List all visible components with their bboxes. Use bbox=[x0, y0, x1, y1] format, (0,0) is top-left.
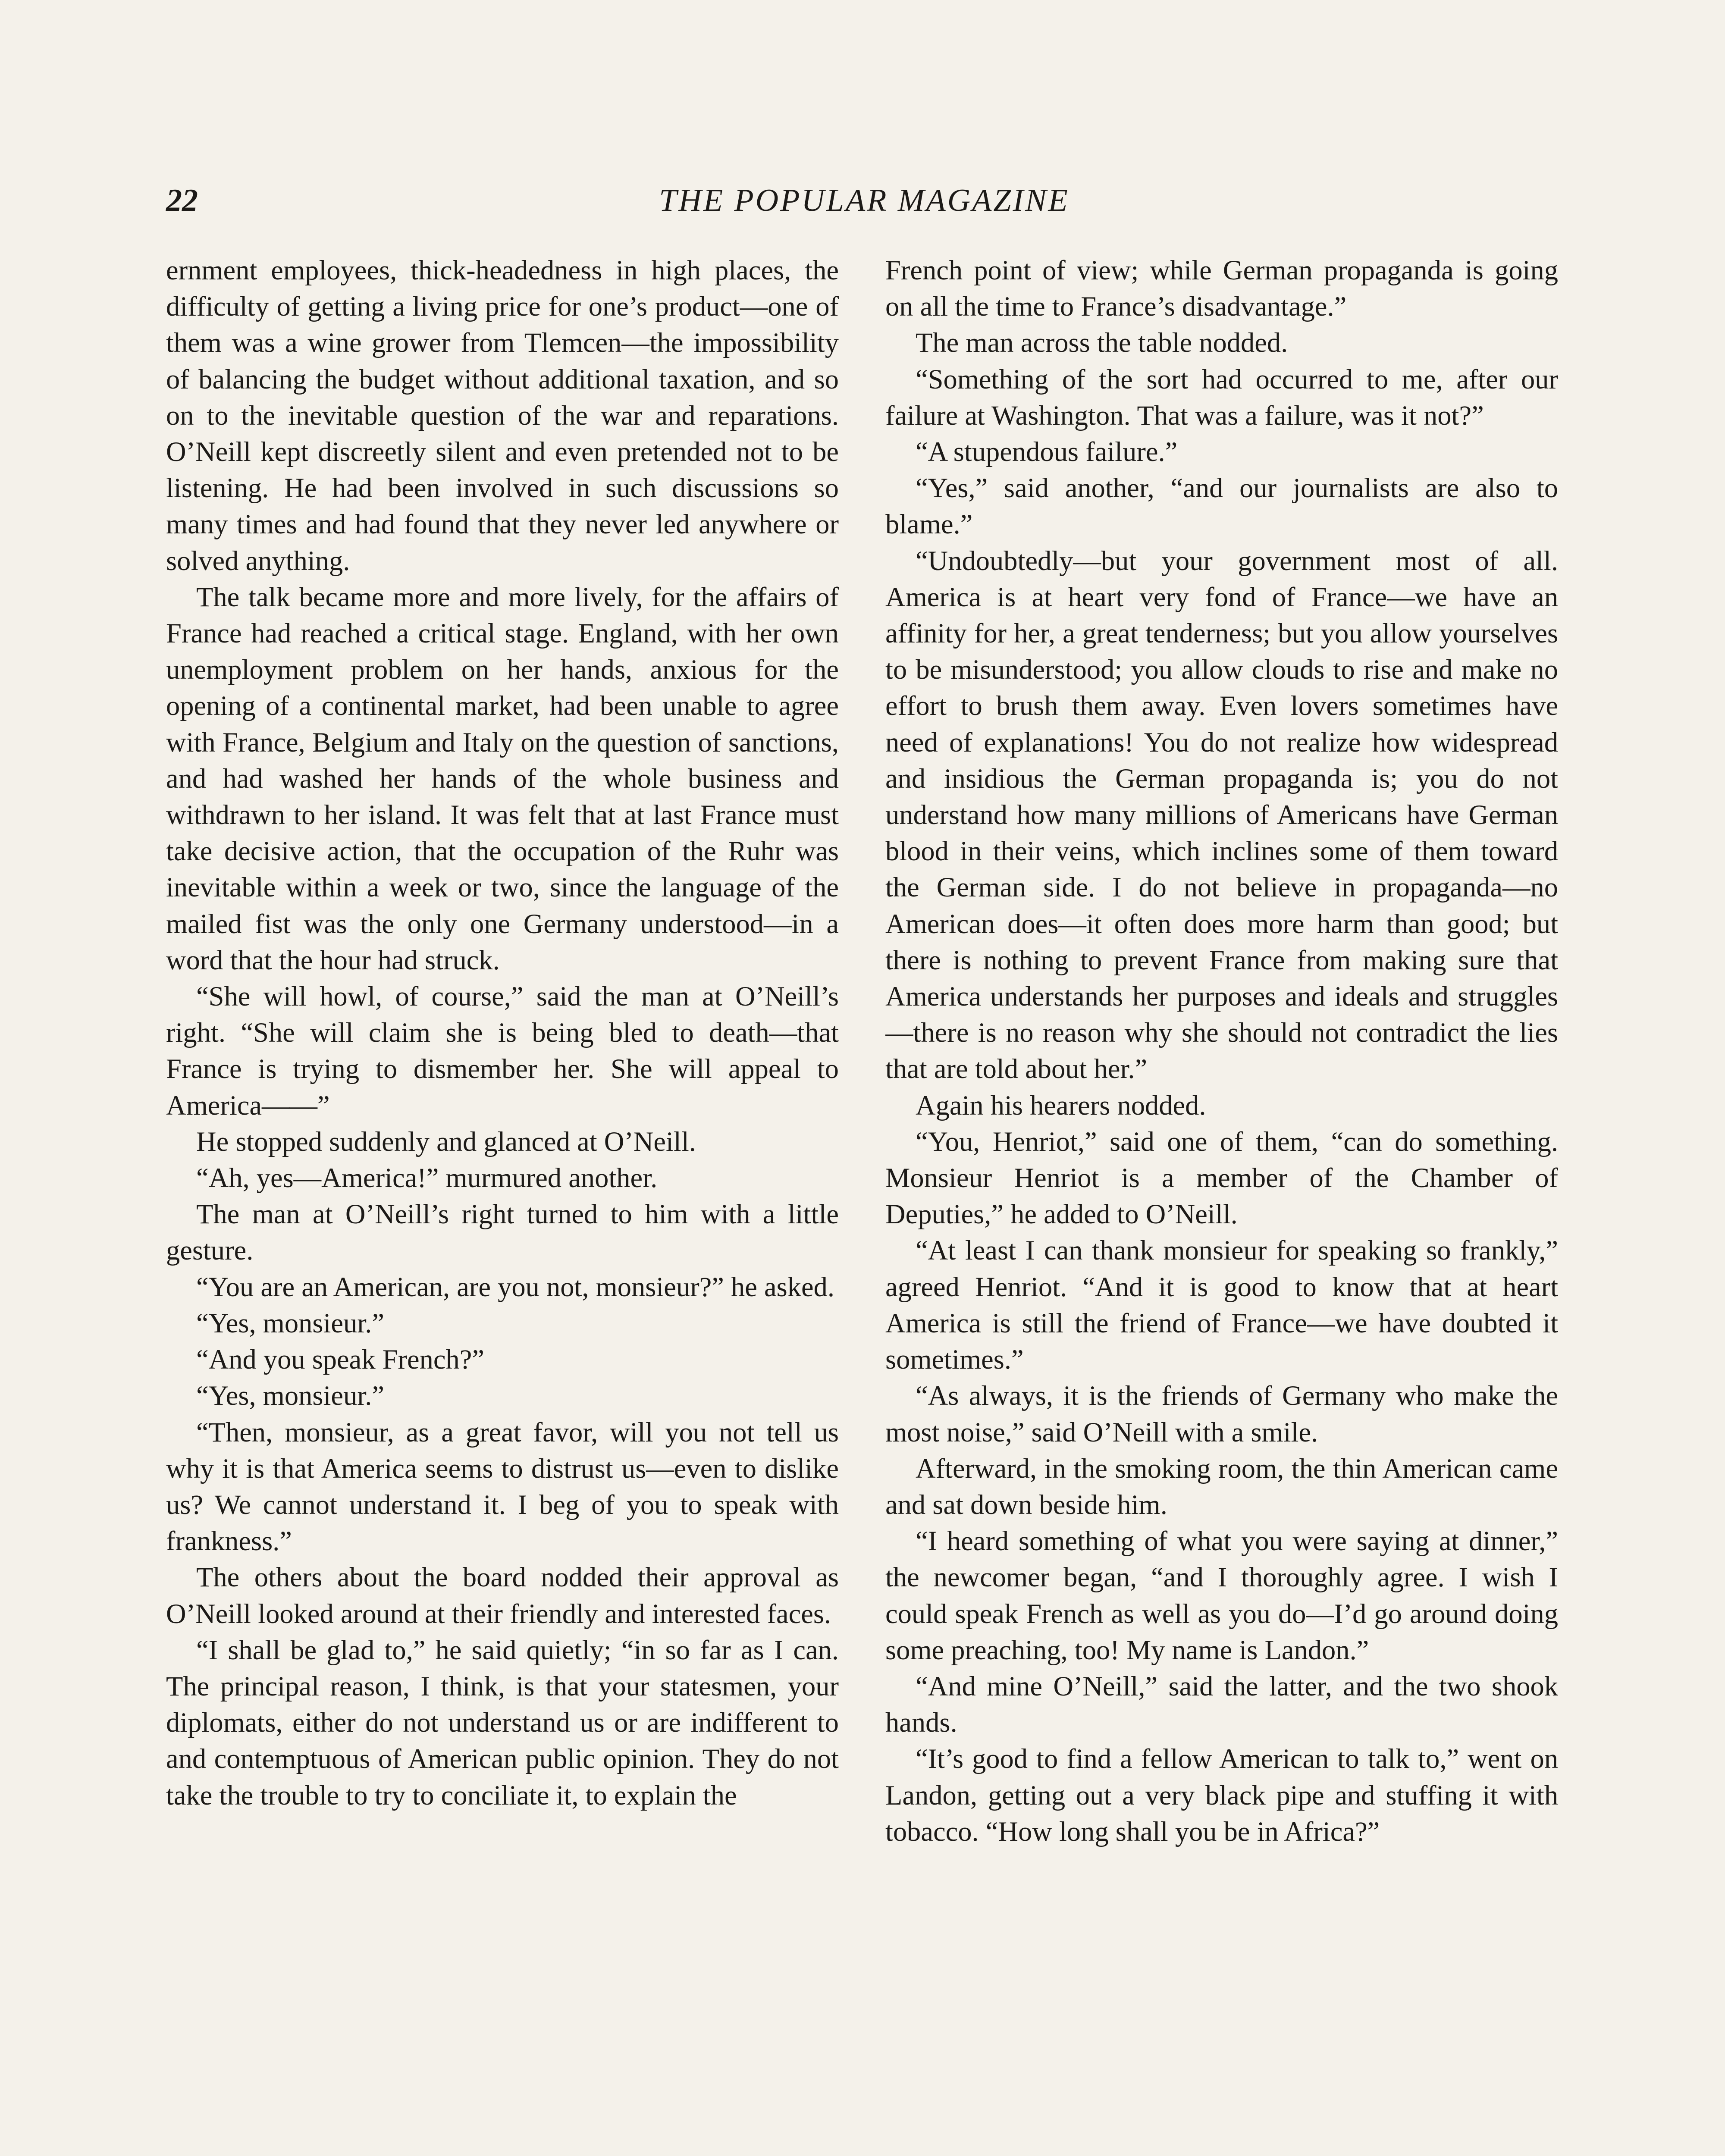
paragraph: “Yes,” said another, “and our journalists are also to blame.” bbox=[885, 473, 1558, 540]
running-head: THE POPULAR MAGAZINE bbox=[659, 183, 1070, 218]
paragraph: “Something of the sort had occurred to me, after our failure at Washington. That was a failure, was it not?” bbox=[885, 364, 1558, 431]
page-number: 22 bbox=[166, 183, 198, 218]
paragraph: “Yes, monsieur.” bbox=[196, 1307, 384, 1338]
paragraph: “A stupendous failure.” bbox=[916, 436, 1178, 467]
paragraph: The talk became more and more lively, for the affairs of France had reached a critical stage. England, with her own unemployment problem on her hands, anxious for the opening of a continental market, had been unable to agree with France, Belgium and Italy on the question of sanctions, and had washed her hands of the whole business and withdrawn to her island. It was felt that at last France must take decisive action, that the occupation of the Ruhr was inevitable within a week or two, since the language of the mailed fist was the only one Germany understood—in a word that the hour had struck. bbox=[166, 581, 839, 975]
paragraph: He stopped suddenly and glanced at O’Neill. bbox=[196, 1126, 696, 1157]
paragraph: “Ah, yes—America!” murmured another. bbox=[196, 1163, 658, 1194]
paragraph: The others about the board nodded their approval as O’Neill looked around at their friendly and interested faces. bbox=[166, 1562, 839, 1629]
paragraph: “And mine O’Neill,” said the latter, and the two shook hands. bbox=[885, 1670, 1558, 1738]
paragraph: “And you speak French?” bbox=[196, 1344, 485, 1375]
paragraph: ernment employees, thick-headedness in high places, the difficulty of getting a living price for one’s product—one of them was a wine grower from Tlemcen—the impossibility of balancing the budget without additional taxation, and so on to the inevitable question of the war and reparations. O’Neill kept discreetly silent and even pretended not to be listening. He had been involved in such discussions so many times and had found that they never led anywhere or solved anything. bbox=[166, 255, 839, 576]
paragraph: “At least I can thank monsieur for speaking so frankly,” agreed Henriot. “And it is good to know that at heart America is still the friend of France—we have doubted it sometimes.” bbox=[885, 1235, 1558, 1375]
paragraph: “You are an American, are you not, monsieur?” he asked. bbox=[196, 1271, 835, 1302]
paragraph: “Undoubtedly—but your government most of all. America is at heart very fond of France—we have an affinity for her, a great tenderness; but you allow yourselves to be misunderstood; you allow clouds to rise and make no effort to brush them away. Even lovers sometimes have need of explanations! You do not realize how widespread and insidious the German propaganda is; you do not understand how many millions of Americans have German blood in their veins, which inclines some of them toward the German side. I do not believe in propaganda—no American does—it often does more harm than good; but there is nothing to prevent France from making sure that America understands her purposes and ideals and struggles—there is no reason why she should not contradict the lies that are told about her.” bbox=[885, 545, 1558, 1084]
paragraph: “You, Henriot,” said one of them, “can do something. Monsieur Henriot is a member of the Chamber of Deputies,” he added to O’Neill. bbox=[885, 1126, 1558, 1230]
paragraph: “Then, monsieur, as a great favor, will you not tell us why it is that America seems to distrust us—even to dislike us? We cannot understand it. I beg of you to speak with frankness.” bbox=[166, 1416, 839, 1557]
paragraph: The man at O’Neill’s right turned to him with a little gesture. bbox=[166, 1199, 839, 1266]
paragraph: Again his hearers nodded. bbox=[916, 1090, 1206, 1121]
paragraph: The man across the table nodded. bbox=[916, 327, 1288, 358]
paragraph: “She will howl, of course,” said the man at O’Neill’s right. “She will claim she is being bled to death—that France is trying to dismember her. She will appeal to America——” bbox=[166, 981, 839, 1121]
paragraph: French point of view; while German propaganda is going on all the time to France’s disadvantage.” bbox=[885, 255, 1558, 322]
paragraph: “I shall be glad to,” he said quietly; “in so far as I can. The principal reason, I think, is that your statesmen, your diplomats, either do not understand us or are indifferent to and contemptuous of American public opinion. They do not take the trouble to try to conciliate it, to explain the bbox=[166, 1634, 839, 1811]
paragraph: “Yes, monsieur.” bbox=[196, 1380, 384, 1411]
right-column bbox=[885, 252, 1558, 2156]
paragraph: Afterward, in the smoking room, the thin American came and sat down beside him. bbox=[885, 1453, 1558, 1520]
left-column bbox=[166, 252, 839, 2156]
page-header bbox=[166, 177, 1562, 224]
paragraph: “As always, it is the friends of Germany who make the most noise,” said O’Neill with a smile. bbox=[885, 1380, 1558, 1448]
paragraph: “I heard something of what you were saying at dinner,” the newcomer began, “and I thoroughly agree. I wish I could speak French as well as you do—I’d go around doing some preaching, too! My name is Landon.” bbox=[885, 1526, 1558, 1665]
paragraph: “It’s good to find a fellow American to talk to,” went on Landon, getting out a very black pipe and stuffing it with tobacco. “How long shall you be in Africa?” bbox=[885, 1743, 1558, 1847]
